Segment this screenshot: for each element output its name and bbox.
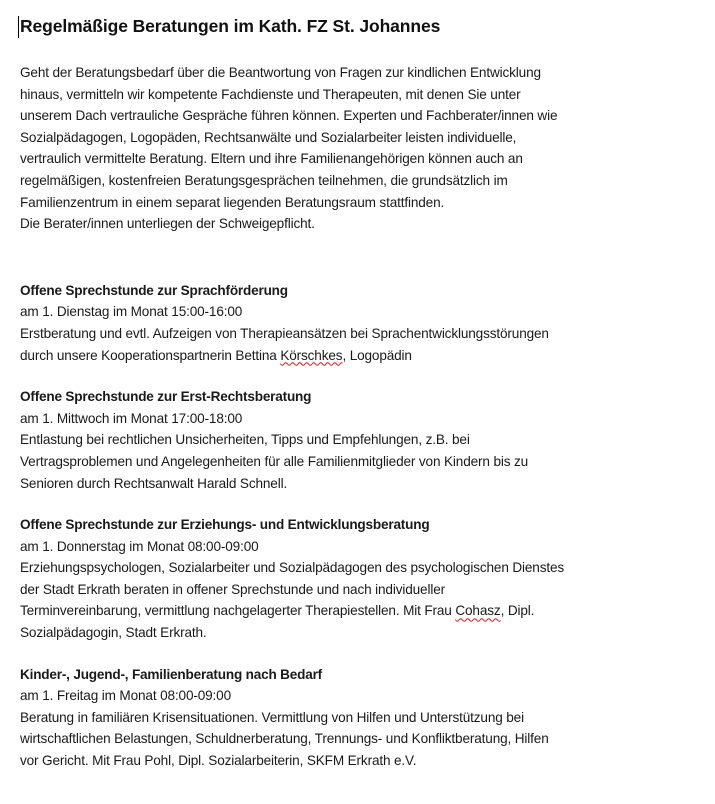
section-line [20,345,700,367]
intro-line: Die Berater/innen unterliegen der Schweigepflicht. [20,216,315,232]
spellcheck-marked-word[interactable]: Körschkes [280,347,343,363]
section-erziehungsberatung [20,514,700,644]
section-rechtsberatung [20,386,700,494]
section-line: Vertragsproblemen und Angelegenheiten für alle Familienmitglieder von Kindern bis zu [20,453,529,469]
section-line: Senioren durch Rechtsanwalt Harald Schnell. [20,475,288,491]
section-line: wirtschaftlichen Belastungen, Schuldnerberatung, Trennungs- und Konfliktberatung, Hilfen [20,731,549,747]
section-line: Beratung in familiären Krisensituationen. Vermittlung von Hilfen und Unterstützung bei [20,709,524,725]
section-familienberatung [20,664,700,772]
section-line-part: Terminvereinbarung, vermittlung nachgelagerter Therapiestellen. Mit Frau [20,603,456,619]
section-line: der Stadt Erkrath beraten in offener Sprechstunde und nach individueller [20,581,445,597]
document-page[interactable] [20,14,700,772]
section-line: Entlastung bei rechtlichen Unsicherheiten, Tipps und Empfehlungen, z.B. bei [20,432,470,448]
section-line-part: , Logopädin [342,347,412,363]
section-schedule: am 1. Freitag im Monat 08:00-09:00 [20,688,231,704]
section-heading: Offene Sprechstunde zur Erziehungs- und Entwicklungsberatung [20,517,430,533]
intro-line: regelmäßigen, kostenfreien Beratungsgesprächen teilnehmen, die grundsätzlich im [20,172,508,188]
spellcheck-marked-word[interactable]: Cohasz [455,603,501,619]
section-line: Erstberatung und evtl. Aufzeigen von Therapieansätzen bei Sprachentwicklungsstörungen [20,325,549,341]
document-title: Regelmäßige Beratungen im Kath. FZ St. Johannes [20,16,441,36]
intro-line: Familienzentrum in einem separat liegenden Beratungsraum stattfinden. [20,194,445,210]
section-line: Sozialpädagogin, Stadt Erkrath. [20,625,207,641]
section-heading: Offene Sprechstunde zur Sprachförderung [20,282,288,298]
section-line-part: , Dipl. [500,603,535,619]
section-schedule: am 1. Dienstag im Monat 15:00-16:00 [20,304,243,320]
section-schedule: am 1. Mittwoch im Monat 17:00-18:00 [20,410,243,426]
section-heading: Kinder-, Jugend-, Familienberatung nach Bedarf [20,666,322,682]
text-cursor [18,16,19,38]
intro-line: hinaus, vermitteln wir kompetente Fachdienste und Therapeuten, mit denen Sie unter [20,86,521,102]
section-line: vor Gericht. Mit Frau Pohl, Dipl. Sozialarbeiterin, SKFM Erkrath e.V. [20,753,417,769]
intro-paragraph [20,62,700,235]
section-sprachfoerderung [20,280,700,366]
intro-line: vertraulich vermittelte Beratung. Eltern und ihre Familienangehörigen können auch an [20,151,523,167]
intro-line: unserem Dach vertrauliche Gespräche führen können. Experten und Fachberater/innen wie [20,108,558,124]
section-line [20,600,700,622]
section-schedule: am 1. Donnerstag im Monat 08:00-09:00 [20,538,259,554]
section-line: Erziehungspsychologen, Sozialarbeiter und Sozialpädagogen des psychologischen Dienstes [20,560,565,576]
intro-line: Sozialpädagogen, Logopäden, Rechtsanwälte und Sozialarbeiter leisten individuelle, [20,129,517,145]
section-line-part: durch unsere Kooperationspartnerin Bettina [20,347,281,363]
intro-line: Geht der Beratungsbedarf über die Beantwortung von Fragen zur kindlichen Entwicklung [20,65,541,80]
section-heading: Offene Sprechstunde zur Erst-Rechtsberatung [20,389,312,405]
